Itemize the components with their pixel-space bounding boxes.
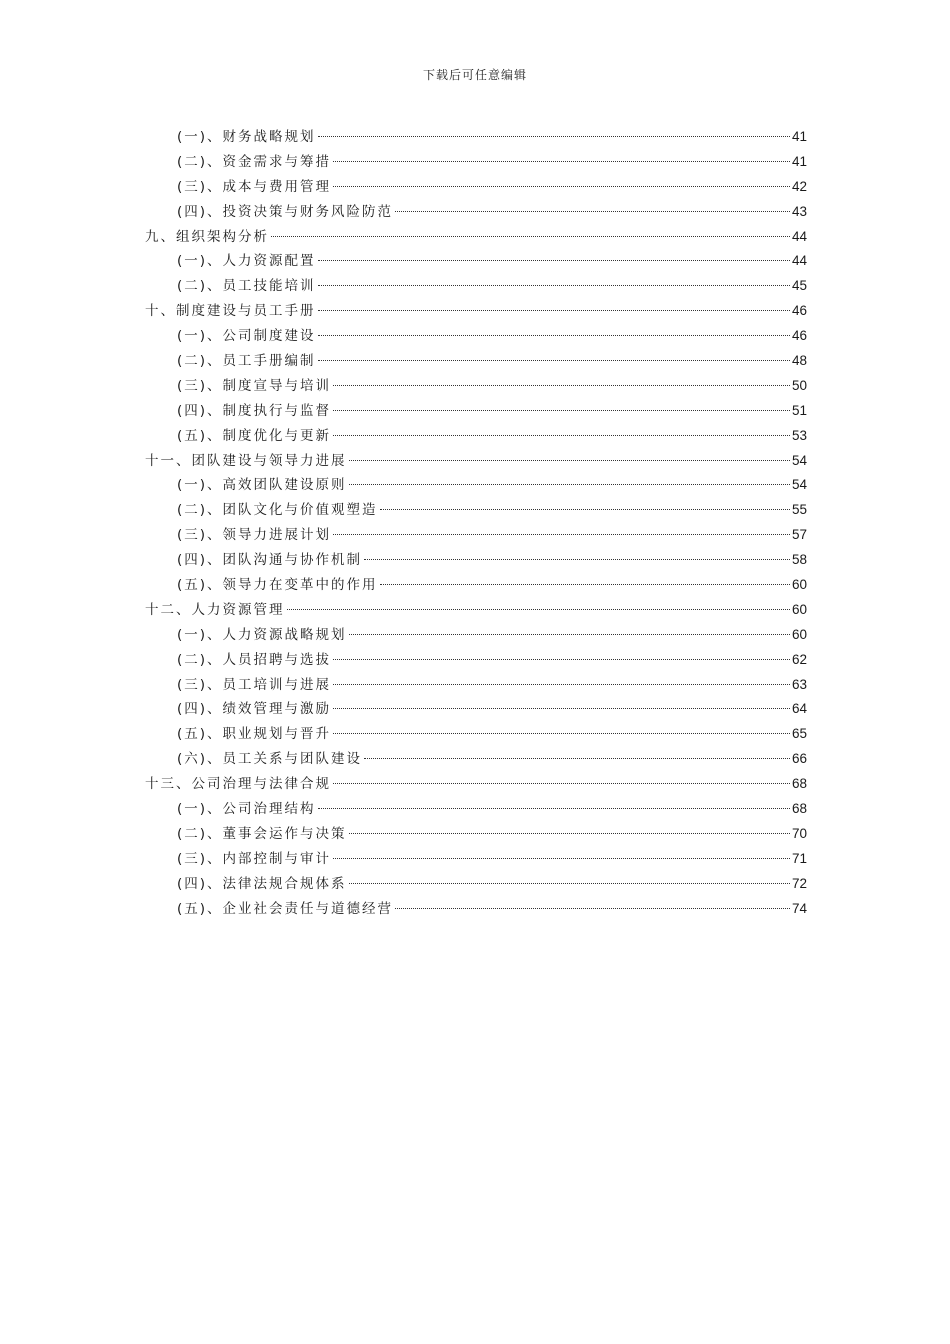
toc-entry-label: (一)、高效团队建设原则	[177, 477, 347, 494]
toc-dot-leader	[333, 385, 790, 386]
toc-section-entry[interactable]	[145, 274, 807, 299]
toc-page-number: 70	[791, 825, 807, 841]
toc-dot-leader	[380, 509, 790, 510]
toc-section-entry[interactable]	[145, 822, 807, 847]
toc-section-entry[interactable]	[145, 424, 807, 449]
toc-entry-label: (三)、成本与费用管理	[177, 178, 332, 195]
toc-dot-leader	[349, 883, 790, 884]
toc-page-number: 65	[791, 726, 807, 742]
toc-entry-label: (二)、团队文化与价值观塑造	[177, 502, 378, 519]
toc-dot-leader	[333, 858, 790, 859]
toc-dot-leader	[349, 634, 790, 635]
toc-entry-label: (一)、财务战略规划	[177, 129, 316, 145]
toc-section-entry[interactable]	[145, 697, 807, 722]
toc-dot-leader	[364, 559, 790, 560]
toc-section-entry[interactable]	[145, 150, 807, 175]
toc-entry-label: (六)、员工关系与团队建设	[177, 751, 363, 768]
toc-page-number: 46	[791, 328, 807, 344]
toc-entry-label: (二)、资金需求与筹措	[177, 153, 332, 170]
toc-dot-leader	[333, 659, 790, 660]
toc-page-number: 46	[791, 303, 807, 319]
toc-page-number: 60	[791, 577, 807, 593]
toc-page-number: 57	[791, 527, 807, 543]
toc-page-number: 66	[791, 751, 807, 767]
toc-page-number: 50	[791, 377, 807, 393]
toc-section-entry[interactable]	[145, 872, 807, 897]
toc-page-number: 51	[791, 402, 807, 418]
toc-entry-label: (五)、制度优化与更新	[177, 427, 332, 444]
toc-entry-label: (五)、领导力在变革中的作用	[177, 577, 378, 594]
toc-page-number: 71	[791, 850, 807, 866]
toc-page-number: 58	[791, 552, 807, 568]
toc-entry-label: 十、制度建设与员工手册	[145, 303, 316, 320]
toc-section-entry[interactable]	[145, 374, 807, 399]
toc-section-entry[interactable]	[145, 349, 807, 374]
toc-page-number: 60	[791, 601, 807, 617]
toc-entry-label: 十二、人力资源管理	[145, 601, 285, 618]
toc-dot-leader	[271, 236, 790, 237]
toc-dot-leader	[318, 360, 790, 361]
toc-dot-leader	[318, 260, 790, 261]
toc-dot-leader	[395, 211, 790, 212]
toc-page-number: 68	[791, 776, 807, 792]
toc-section-entry[interactable]	[145, 897, 807, 922]
toc-dot-leader	[333, 435, 790, 436]
toc-section-entry[interactable]	[145, 200, 807, 225]
toc-section-entry[interactable]	[145, 573, 807, 598]
toc-section-entry[interactable]	[145, 722, 807, 747]
toc-section-entry[interactable]	[145, 399, 807, 424]
toc-section-entry[interactable]	[145, 623, 807, 648]
toc-chapter-entry[interactable]	[145, 772, 807, 797]
toc-dot-leader	[364, 758, 790, 759]
toc-page-number: 63	[791, 676, 807, 692]
toc-entry-label: (三)、领导力进展计划	[177, 527, 332, 544]
toc-chapter-entry[interactable]	[145, 299, 807, 324]
toc-chapter-entry[interactable]	[145, 449, 807, 474]
toc-entry-label: (四)、投资决策与财务风险防范	[177, 203, 394, 220]
toc-entry-label: (二)、员工技能培训	[177, 278, 316, 295]
toc-dot-leader	[333, 410, 790, 411]
page-header: 下载后可任意编辑	[422, 68, 527, 82]
toc-entry-label: (三)、制度宣导与培训	[177, 377, 332, 394]
toc-page-number: 41	[791, 153, 807, 169]
toc-section-entry[interactable]	[145, 523, 807, 548]
toc-dot-leader	[333, 186, 790, 187]
toc-page-number: 72	[791, 875, 807, 891]
toc-page-number: 48	[791, 353, 807, 369]
toc-entry-label: (一)、人力资源战略规划	[177, 626, 347, 643]
toc-page-number: 68	[791, 801, 807, 817]
toc-page-number: 54	[791, 477, 807, 493]
toc-entry-label: (四)、法律法规合规体系	[177, 875, 347, 892]
toc-dot-leader	[318, 310, 790, 311]
toc-section-entry[interactable]	[145, 249, 807, 274]
toc-dot-leader	[333, 708, 790, 709]
toc-entry-label: (一)、公司制度建设	[177, 328, 316, 345]
toc-dot-leader	[287, 609, 790, 610]
toc-page-number: 45	[791, 278, 807, 294]
toc-entry-label: (一)、公司治理结构	[177, 801, 316, 818]
toc-entry-label: (五)、企业社会责任与道德经营	[177, 900, 394, 917]
toc-entry-label: (四)、制度执行与监督	[177, 402, 332, 419]
toc-entry-label: 九、组织架构分析	[145, 228, 269, 245]
toc-dot-leader	[333, 161, 790, 162]
toc-section-entry[interactable]	[145, 125, 807, 150]
toc-page-number: 64	[791, 701, 807, 717]
toc-entry-label: (三)、员工培训与进展	[177, 676, 332, 693]
toc-dot-leader	[333, 733, 790, 734]
toc-section-entry[interactable]	[145, 175, 807, 200]
toc-entry-label: (二)、人员招聘与选拔	[177, 651, 332, 668]
toc-entry-label: 十一、团队建设与领导力进展	[145, 452, 347, 469]
toc-dot-leader	[333, 783, 790, 784]
toc-entry-label: (二)、董事会运作与决策	[177, 825, 347, 842]
toc-section-entry[interactable]	[145, 473, 807, 498]
toc-section-entry[interactable]	[145, 548, 807, 573]
toc-chapter-entry[interactable]	[145, 225, 807, 250]
toc-dot-leader	[318, 335, 790, 336]
toc-dot-leader	[333, 534, 790, 535]
toc-page-number: 44	[791, 228, 807, 244]
toc-section-entry[interactable]	[145, 324, 807, 349]
toc-page-number: 44	[791, 253, 807, 269]
toc-entry-label: (四)、绩效管理与激励	[177, 701, 332, 718]
toc-page-number: 54	[791, 452, 807, 468]
toc-dot-leader	[318, 136, 790, 137]
toc-section-entry[interactable]	[145, 797, 807, 822]
toc-dot-leader	[333, 684, 790, 685]
toc-entry-label: 十三、公司治理与法律合规	[145, 776, 331, 793]
table-of-contents	[145, 125, 807, 922]
toc-page-number: 62	[791, 651, 807, 667]
toc-page-number: 42	[791, 178, 807, 194]
toc-section-entry[interactable]	[145, 673, 807, 698]
toc-entry-label: (四)、团队沟通与协作机制	[177, 552, 363, 569]
toc-entry-label: (三)、内部控制与审计	[177, 850, 332, 867]
toc-dot-leader	[395, 908, 790, 909]
toc-dot-leader	[349, 484, 790, 485]
toc-dot-leader	[318, 808, 790, 809]
toc-page-number: 60	[791, 626, 807, 642]
toc-section-entry[interactable]	[145, 498, 807, 523]
toc-page-number: 41	[791, 129, 807, 144]
toc-page-number: 55	[791, 502, 807, 518]
toc-entry-label: (二)、员工手册编制	[177, 353, 316, 370]
toc-entry-label: (五)、职业规划与晋升	[177, 726, 332, 743]
toc-chapter-entry[interactable]	[145, 598, 807, 623]
toc-dot-leader	[380, 584, 790, 585]
toc-page-number: 74	[791, 900, 807, 916]
toc-page-number: 43	[791, 203, 807, 219]
toc-section-entry[interactable]	[145, 747, 807, 772]
toc-dot-leader	[349, 833, 790, 834]
toc-section-entry[interactable]	[145, 847, 807, 872]
toc-entry-label: (一)、人力资源配置	[177, 253, 316, 270]
toc-page-number: 53	[791, 427, 807, 443]
toc-dot-leader	[349, 460, 790, 461]
toc-section-entry[interactable]	[145, 648, 807, 673]
toc-dot-leader	[318, 285, 790, 286]
